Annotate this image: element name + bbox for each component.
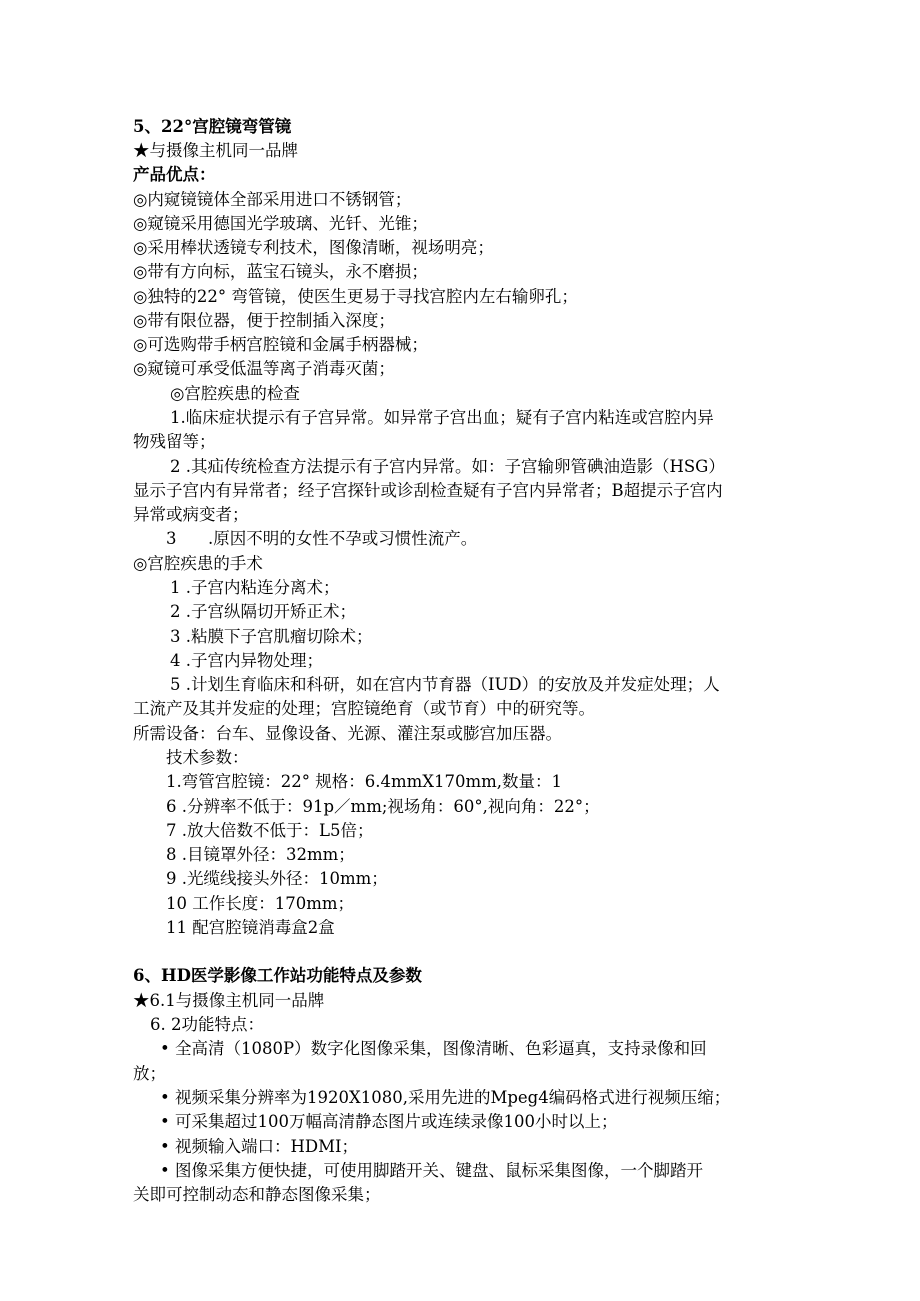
feature-item: • 可采集超过100万幅高清静态图片或连续录像100小时以上； [160,1112,618,1131]
advantage-item: ◎独特的22° 弯管镜，使医生更易于寻找宫腔内左右输卵孔； [133,287,578,306]
feature-item: • 视频输入端口：HDMI； [160,1137,359,1156]
exam-title: ◎宫腔疾患的检查 [170,384,300,403]
advantages-title: 产品优点： [133,165,216,184]
feature-item-1-line-1: • 全高清（1080P）数字化图像采集，图像清晰、色彩逼真，支持录像和回 [160,1039,707,1058]
exam-item-2-line-2: 显示子宫内有异常者；经子宫探针或诊刮检查疑有子宫内异常者；B超提示子宫内 [133,481,723,500]
feature-item-5-line-1: • 图像采集方便快捷，可使用脚踏开关、键盘、鼠标采集图像，一个脚踏开 [160,1161,703,1180]
advantage-item: ◎窥镜采用德国光学玻璃、光钎、光锥； [133,214,428,233]
section-5-brand-note: ★与摄像主机同一品牌 [133,141,298,160]
tech-item: 8 .目镜罩外径：32mm； [166,845,355,864]
section-6-heading: 6、HD医学影像工作站功能特点及参数 [133,966,422,985]
tech-item: 6 .分辨率不低于：91p／mm;视场角：60°,视向角：22°； [166,797,600,816]
surgery-item: 2 .子宫纵隔切开矫正术； [170,602,356,621]
features-title: 6. 2功能特点： [150,1015,264,1034]
advantage-item: ◎窥镜可承受低温等离子消毒灭菌； [133,359,395,378]
feature-item: • 视频采集分辨率为1920X1080,采用先进的Mpeg4编码格式进行视频压缩； [160,1088,731,1107]
surgery-title: ◎宫腔疾患的手术 [133,554,263,573]
surgery-item: 4 .子宫内异物处理； [170,651,323,670]
feature-item-1-line-2: 放； [133,1064,166,1083]
equipment-line: 所需设备：台车、显像设备、光源、灌注泵或膨宫加压器。 [133,724,562,743]
tech-item: 10 工作长度：170mm； [166,894,355,913]
tech-item: 9 .光缆线接头外径：10mm； [166,869,388,888]
surgery-item-5-line-2: 工流产及其并发症的处理；宫腔镜绝育（或节育）中的研究等。 [133,699,595,718]
section-5-heading: 5、22°宫腔镜弯管镜 [133,117,292,136]
exam-item-2-line-3: 异常或病变者； [133,505,249,524]
section-6-brand-note: ★6.1与摄像主机同一品牌 [133,991,325,1010]
exam-item-2-line-1: 2 .其疝传统检查方法提示有子宫内异常。如：子宫输卵管碘油造影（HSG） [170,457,725,476]
tech-item: 11 配宫腔镜消毒盒2盒 [166,918,335,937]
advantage-item: ◎带有限位器，便于控制插入深度； [133,311,395,330]
surgery-item: 3 .粘膜下子宫肌瘤切除术； [170,627,373,646]
tech-item: 7 .放大倍数不低于：L5倍； [166,821,374,840]
advantage-item: ◎采用棒状透镜专利技术，图像清晰，视场明亮； [133,238,494,257]
exam-item-1-line-2: 物残留等； [133,432,216,451]
advantage-item: ◎内窥镜镜体全部采用进口不锈钢管； [133,190,412,209]
tech-item: 1.弯管宫腔镜：22° 规格：6.4mmX170mm,数量：1 [166,772,563,791]
surgery-item: 1 .子宫内粘连分离术； [170,578,340,597]
feature-item-5-line-2: 关即可控制动态和静态图像采集； [133,1185,381,1204]
exam-item-3: 3 .原因不明的女性不孕或习惯性流产。 [166,529,478,548]
tech-title: 技术参数： [166,748,249,767]
exam-item-1-line-1: 1.临床症状提示有子宫异常。如异常子宫出血；疑有子宫内粘连或宫腔内异 [170,408,714,427]
advantage-item: ◎带有方向标，蓝宝石镜头，永不磨损； [133,262,428,281]
advantage-item: ◎可选购带手柄宫腔镜和金属手柄器械； [133,335,428,354]
surgery-item-5-line-1: 5 .计划生育临床和科研，如在宫内节育器（IUD）的安放及并发症处理；人 [170,675,720,694]
